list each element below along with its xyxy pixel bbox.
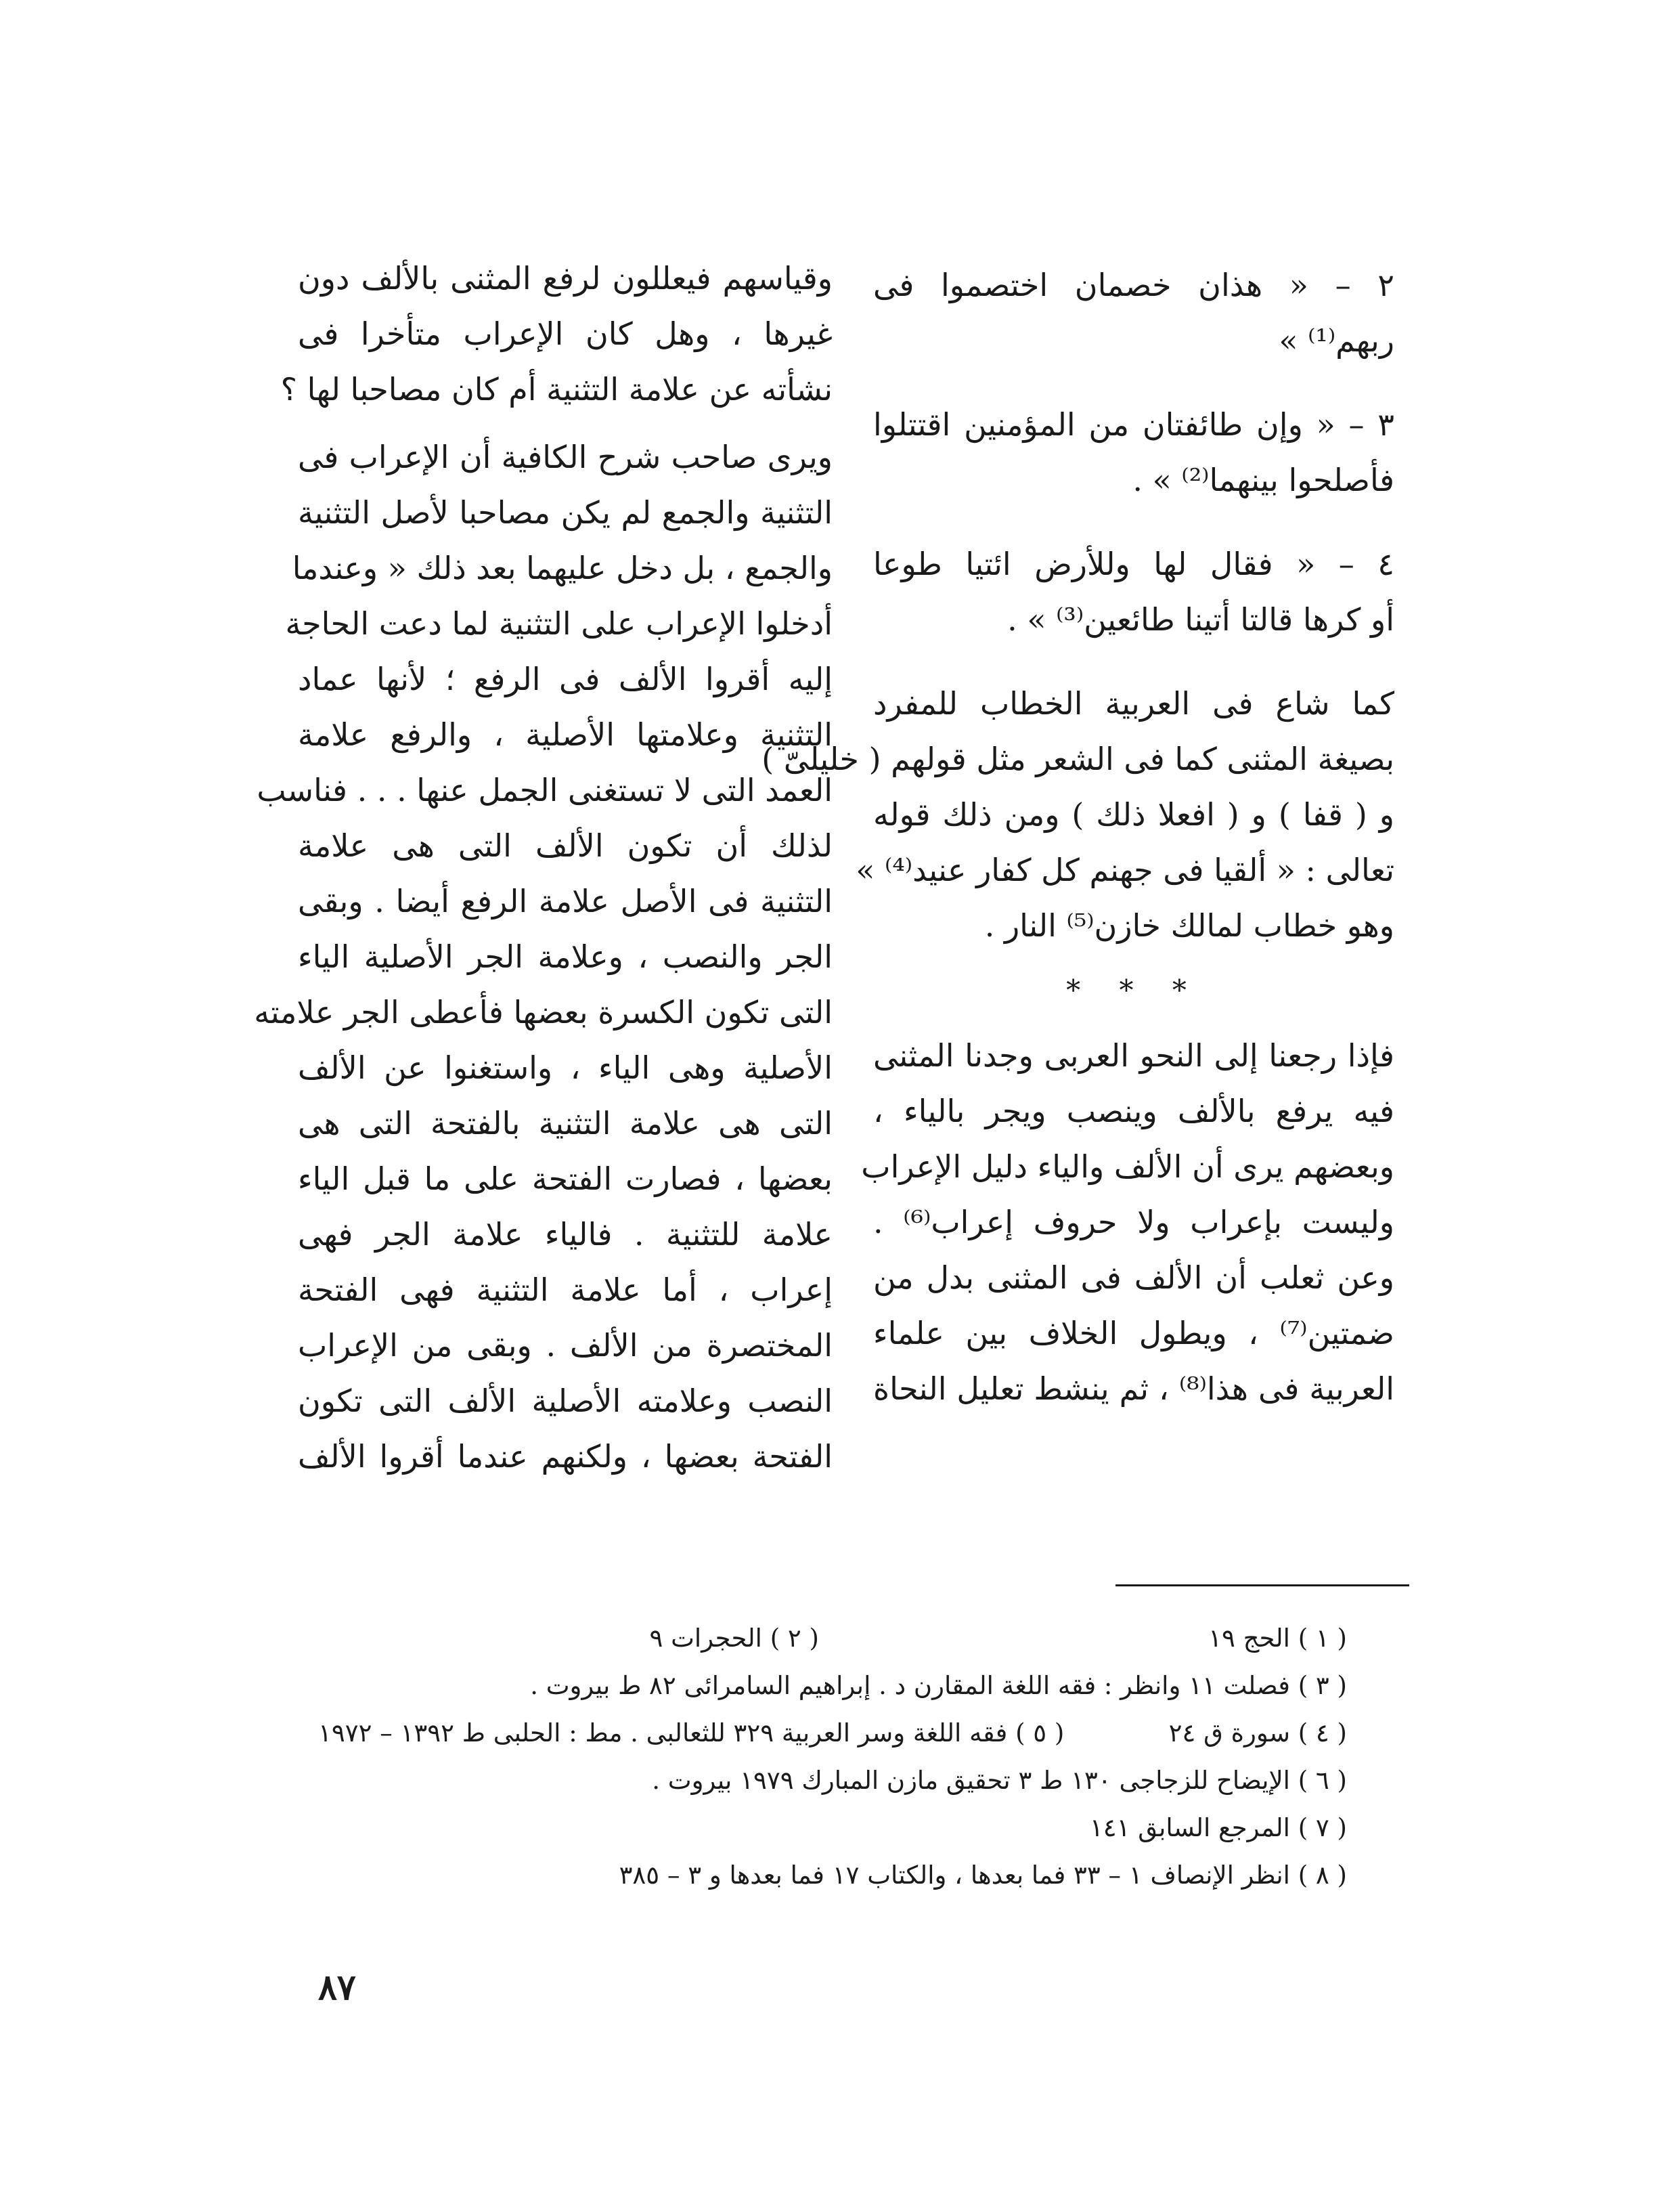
- text-line: العربية فى هذا⁽⁸⁾ ، ثم ينشط تعليل النحاة: [873, 1370, 1394, 1407]
- footnote: ( ٧ ) المرجع السابق ١٤١: [1089, 1813, 1347, 1842]
- text-line: لذلك أن تكون الألف التى هى علامة: [298, 827, 833, 864]
- text-line: نشأته عن علامة التثنية أم كان مصاحبا لها ؟: [280, 371, 833, 408]
- text-line: علامة للتثنية . فالياء علامة الجر فهى: [298, 1216, 833, 1253]
- text-line: ويرى صاحب شرح الكافية أن الإعراب فى: [298, 439, 833, 475]
- text-line: أدخلوا الإعراب على التثنية لما دعت الحاجة: [285, 605, 833, 642]
- text-line: التثنية والجمع لم يكن مصاحبا لأصل التثنية: [298, 494, 833, 531]
- text-line: إليه أقروا الألف فى الرفع ؛ لأنها عماد: [298, 661, 833, 697]
- page-number: ٨٧: [318, 1967, 356, 2008]
- footnote-row: [318, 1710, 1347, 1757]
- text-line: التى تكون الكسرة بعضها فأعطى الجر علامته: [254, 994, 833, 1031]
- text-line: الفتحة بعضها ، ولكنهم عندما أقروا الألف: [298, 1438, 833, 1475]
- text-line: الجر والنصب ، وعلامة الجر الأصلية الياء: [298, 938, 833, 975]
- text-line: فيه يرفع بالألف وينصب ويجر بالياء ،: [873, 1093, 1394, 1129]
- footnote: ( ١ ) الحج ١٩: [1208, 1624, 1347, 1653]
- section-separator: * * *: [1066, 974, 1201, 1007]
- text-line: النصب وعلامته الأصلية الألف التى تكون: [298, 1383, 833, 1419]
- footnote-rule: [1115, 1584, 1409, 1586]
- text-line: وهو خطاب لمالك خازن⁽⁵⁾ النار .: [984, 907, 1394, 944]
- text-line: وليست بإعراب ولا حروف إعراب⁽⁶⁾ .: [873, 1204, 1394, 1240]
- text-line: وقياسهم فيعللون لرفع المثنى بالألف دون: [298, 260, 833, 297]
- text-line: التثنية وعلامتها الأصلية ، والرفع علامة: [298, 716, 833, 753]
- left-text-column: [254, 251, 833, 1484]
- footnotes: [318, 1615, 1347, 1899]
- footnote: ( ٤ ) سورة ق ٢٤: [1168, 1718, 1347, 1748]
- footnote-row: [318, 1615, 1347, 1662]
- text-line: ربهم⁽¹⁾ »: [1279, 322, 1394, 359]
- text-line: الأصلية وهى الياء ، واستغنوا عن الألف: [298, 1049, 833, 1086]
- text-line: أو كرها قالتا أتينا طائعين⁽³⁾ » .: [1007, 601, 1394, 638]
- text-line: فإذا رجعنا إلى النحو العربى وجدنا المثنى: [873, 1037, 1394, 1074]
- text-line: و ( قفا ) و ( افعلا ذلك ) ومن ذلك قوله: [873, 796, 1394, 833]
- text-line: فأصلحوا بينهما⁽²⁾ » .: [1132, 462, 1394, 498]
- text-line: تعالى : « ألقيا فى جهنم كل كفار عنيد⁽⁴⁾ »: [856, 852, 1394, 888]
- text-line: وعن ثعلب أن الألف فى المثنى بدل من: [873, 1259, 1394, 1296]
- text-line: غيرها ، وهل كان الإعراب متأخرا فى: [298, 316, 833, 352]
- footnote: ( ٣ ) فصلت ١١ وانظر : فقه اللغة المقارن د . إبراهيم السامرائى ٨٢ ط بيروت .: [530, 1671, 1347, 1700]
- footnote: ( ٦ ) الإيضاح للزجاجى ١٣٠ ط ٣ تحقيق مازن المبارك ١٩٧٩ بيروت .: [652, 1766, 1347, 1795]
- footnote: ( ٨ ) انظر الإنصاف ١ – ٣٣ فما بعدها ، والكتاب ١٧ فما بعدها و ٣ – ٣٨٥: [619, 1861, 1347, 1890]
- text-line: بعضها ، فصارت الفتحة على ما قبل الياء: [298, 1161, 833, 1197]
- text-line: المختصرة من الألف . وبقى من الإعراب: [298, 1327, 833, 1364]
- text-line: ٢ – « هذان خصمان اختصموا فى: [873, 267, 1394, 303]
- footnote: ( ٥ ) فقه اللغة وسر العربية ٣٢٩ للثعالبى . مط : الحلبى ط ١٣٩٢ – ١٩٧٢: [318, 1718, 1065, 1748]
- text-line: بصيغة المثنى كما فى الشعر مثل قولهم ( خليلىّ ): [761, 741, 1394, 777]
- footnote: ( ٢ ) الحجرات ٩: [649, 1624, 819, 1653]
- text-line: كما شاع فى العربية الخطاب للمفرد: [873, 685, 1394, 722]
- text-line: وبعضهم يرى أن الألف والياء دليل الإعراب: [861, 1148, 1394, 1185]
- text-line: العمد التى لا تستغنى الجمل عنها . . . فناسب: [257, 772, 833, 808]
- right-text-column: [761, 257, 1394, 1416]
- text-line: ٣ – « وإن طائفتان من المؤمنين اقتتلوا: [873, 406, 1394, 443]
- text-line: إعراب ، أما علامة التثنية فهى الفتحة: [298, 1272, 833, 1308]
- text-line: ٤ – « فقال لها وللأرض ائتيا طوعا: [873, 546, 1394, 582]
- text-line: التى هى علامة التثنية بالفتحة التى هى: [298, 1105, 833, 1142]
- text-line: والجمع ، بل دخل عليهما بعد ذلك « وعندما: [292, 550, 833, 586]
- text-line: ضمتين⁽⁷⁾ ، ويطول الخلاف بين علماء: [873, 1315, 1394, 1351]
- text-line: التثنية فى الأصل علامة الرفع أيضا . وبقى: [298, 883, 833, 919]
